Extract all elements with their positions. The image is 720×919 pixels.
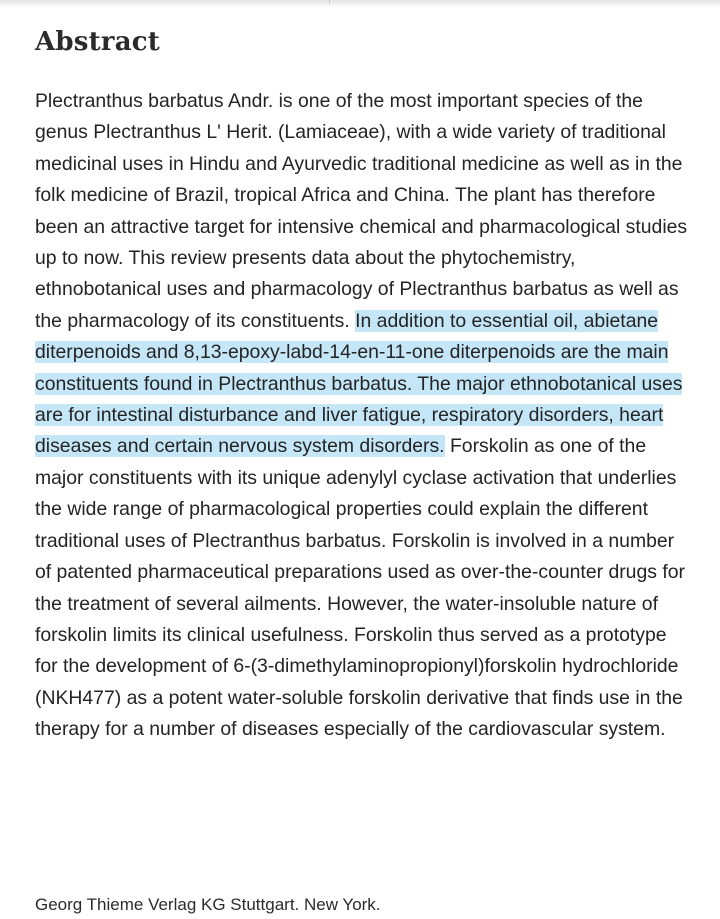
abstract-text-start[interactable]: Plectranthus barbatus Andr. is one of the most important species of the genus Plectranthus L' Herit. (Lamiaceae), with a wide variety of traditional medicinal uses in Hindu and Ayurvedic traditional medicine as well as in the folk medicine of Brazil, tropical Africa and China. The plant has therefore been an attractive target for intensive chemical and pharmacological studies up to now. This review presents data about the phytochemistry, ethnobotanical uses and pharmacology of Plectranthus barbatus as well as the pharmacology of its constituents.: [35, 90, 688, 332]
abstract-paragraph[interactable]: [35, 86, 690, 746]
selected-text-highlight[interactable]: In addition to essential oil, abietane diterpenoids and 8,13-epoxy-labd-14-en-11-one diterpenoids are the main constituents found in Plectranthus barbatus. The major ethnobotanical uses are for intestinal disturbance and liver fatigue, respiratory disorders, heart diseases and certain nervous system disorders.: [35, 309, 683, 458]
publisher-footer: Georg Thieme Verlag KG Stuttgart. New York.: [35, 895, 381, 914]
section-heading: Abstract: [35, 27, 160, 57]
abstract-text-end[interactable]: Forskolin as one of the major constituents with its unique adenylyl cyclase activation that underlies the wide range of pharmacological properties could explain the different traditional uses of Plectranthus barbatus. Forskolin is involved in a number of patented pharmaceutical preparations used as over-the-counter drugs for the treatment of several ailments. However, the water-insoluble nature of forskolin limits its clinical usefulness. Forskolin thus served as a prototype for the development of 6-(3-dimethylaminopropionyl)forskolin hydrochloride (NKH477) as a potent water-soluble forskolin derivative that finds use in the therapy for a number of diseases especially of the cardiovascular system.: [35, 435, 685, 741]
top-divider-tick: [329, 0, 330, 4]
top-edge-shadow: [0, 0, 720, 8]
